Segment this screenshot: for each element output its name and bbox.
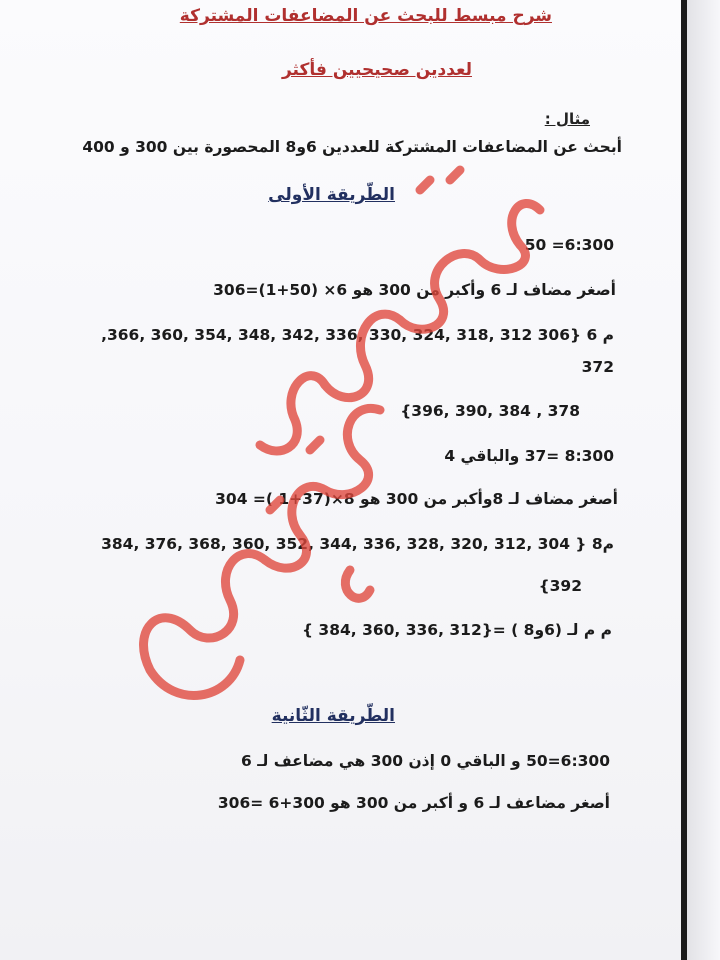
method1-line-5: 378 , 384 ,390 ,396}: [400, 402, 580, 420]
method1-line-10: م م لـ (6و8 ) ={312 ,336 ,360 ,384 }: [301, 621, 612, 639]
method1-line-1: 6:300= 50: [524, 236, 614, 254]
method1-heading: الطّريقة الأولى: [268, 185, 395, 205]
method1-line-2: أصغر مضاف لـ 6 وأكبر من 300 هو 6× (50+1)=306: [213, 281, 616, 299]
method2-line-2: أصغر مضاعف لـ 6 و أكبر من 300 هو 300+6 =306: [217, 794, 610, 812]
method1-line-9: 392}: [538, 577, 582, 595]
method1-line-6: 8:300 =37 والباقي 4: [444, 447, 614, 465]
example-question: أبحث عن المضاعفات المشتركة للعددين 6و8 المحصورة بين 300 و 400: [82, 138, 622, 156]
method1-line-3: م 6 {306 312 ,318 ,324 ,330 ,336 ,342 ,348 ,354 ,360 ,366,: [101, 326, 614, 344]
page-background: [687, 0, 720, 960]
title-line-2: لعددين صحيحيين فأكثر: [281, 60, 472, 80]
method1-line-4: 372: [581, 358, 614, 376]
method2-line-1: 6:300=50 و الباقي 0 إذن 300 هي مضاعف لـ 6: [241, 752, 610, 770]
example-label: مثال :: [544, 110, 590, 128]
method1-line-7: أصغر مضاف لـ 8وأكبر من 300 هو 8×(37+1 )= 304: [215, 490, 618, 508]
title-line-1: شرح مبسط للبحث عن المضاعفات المشتركة: [179, 6, 552, 26]
method1-line-8: م8 { 304 ,312 ,320 ,328 ,336 ,344 ,352 ,360 ,368 ,376 ,384: [101, 535, 614, 553]
method2-heading: الطّريقة الثّانية: [271, 706, 395, 726]
